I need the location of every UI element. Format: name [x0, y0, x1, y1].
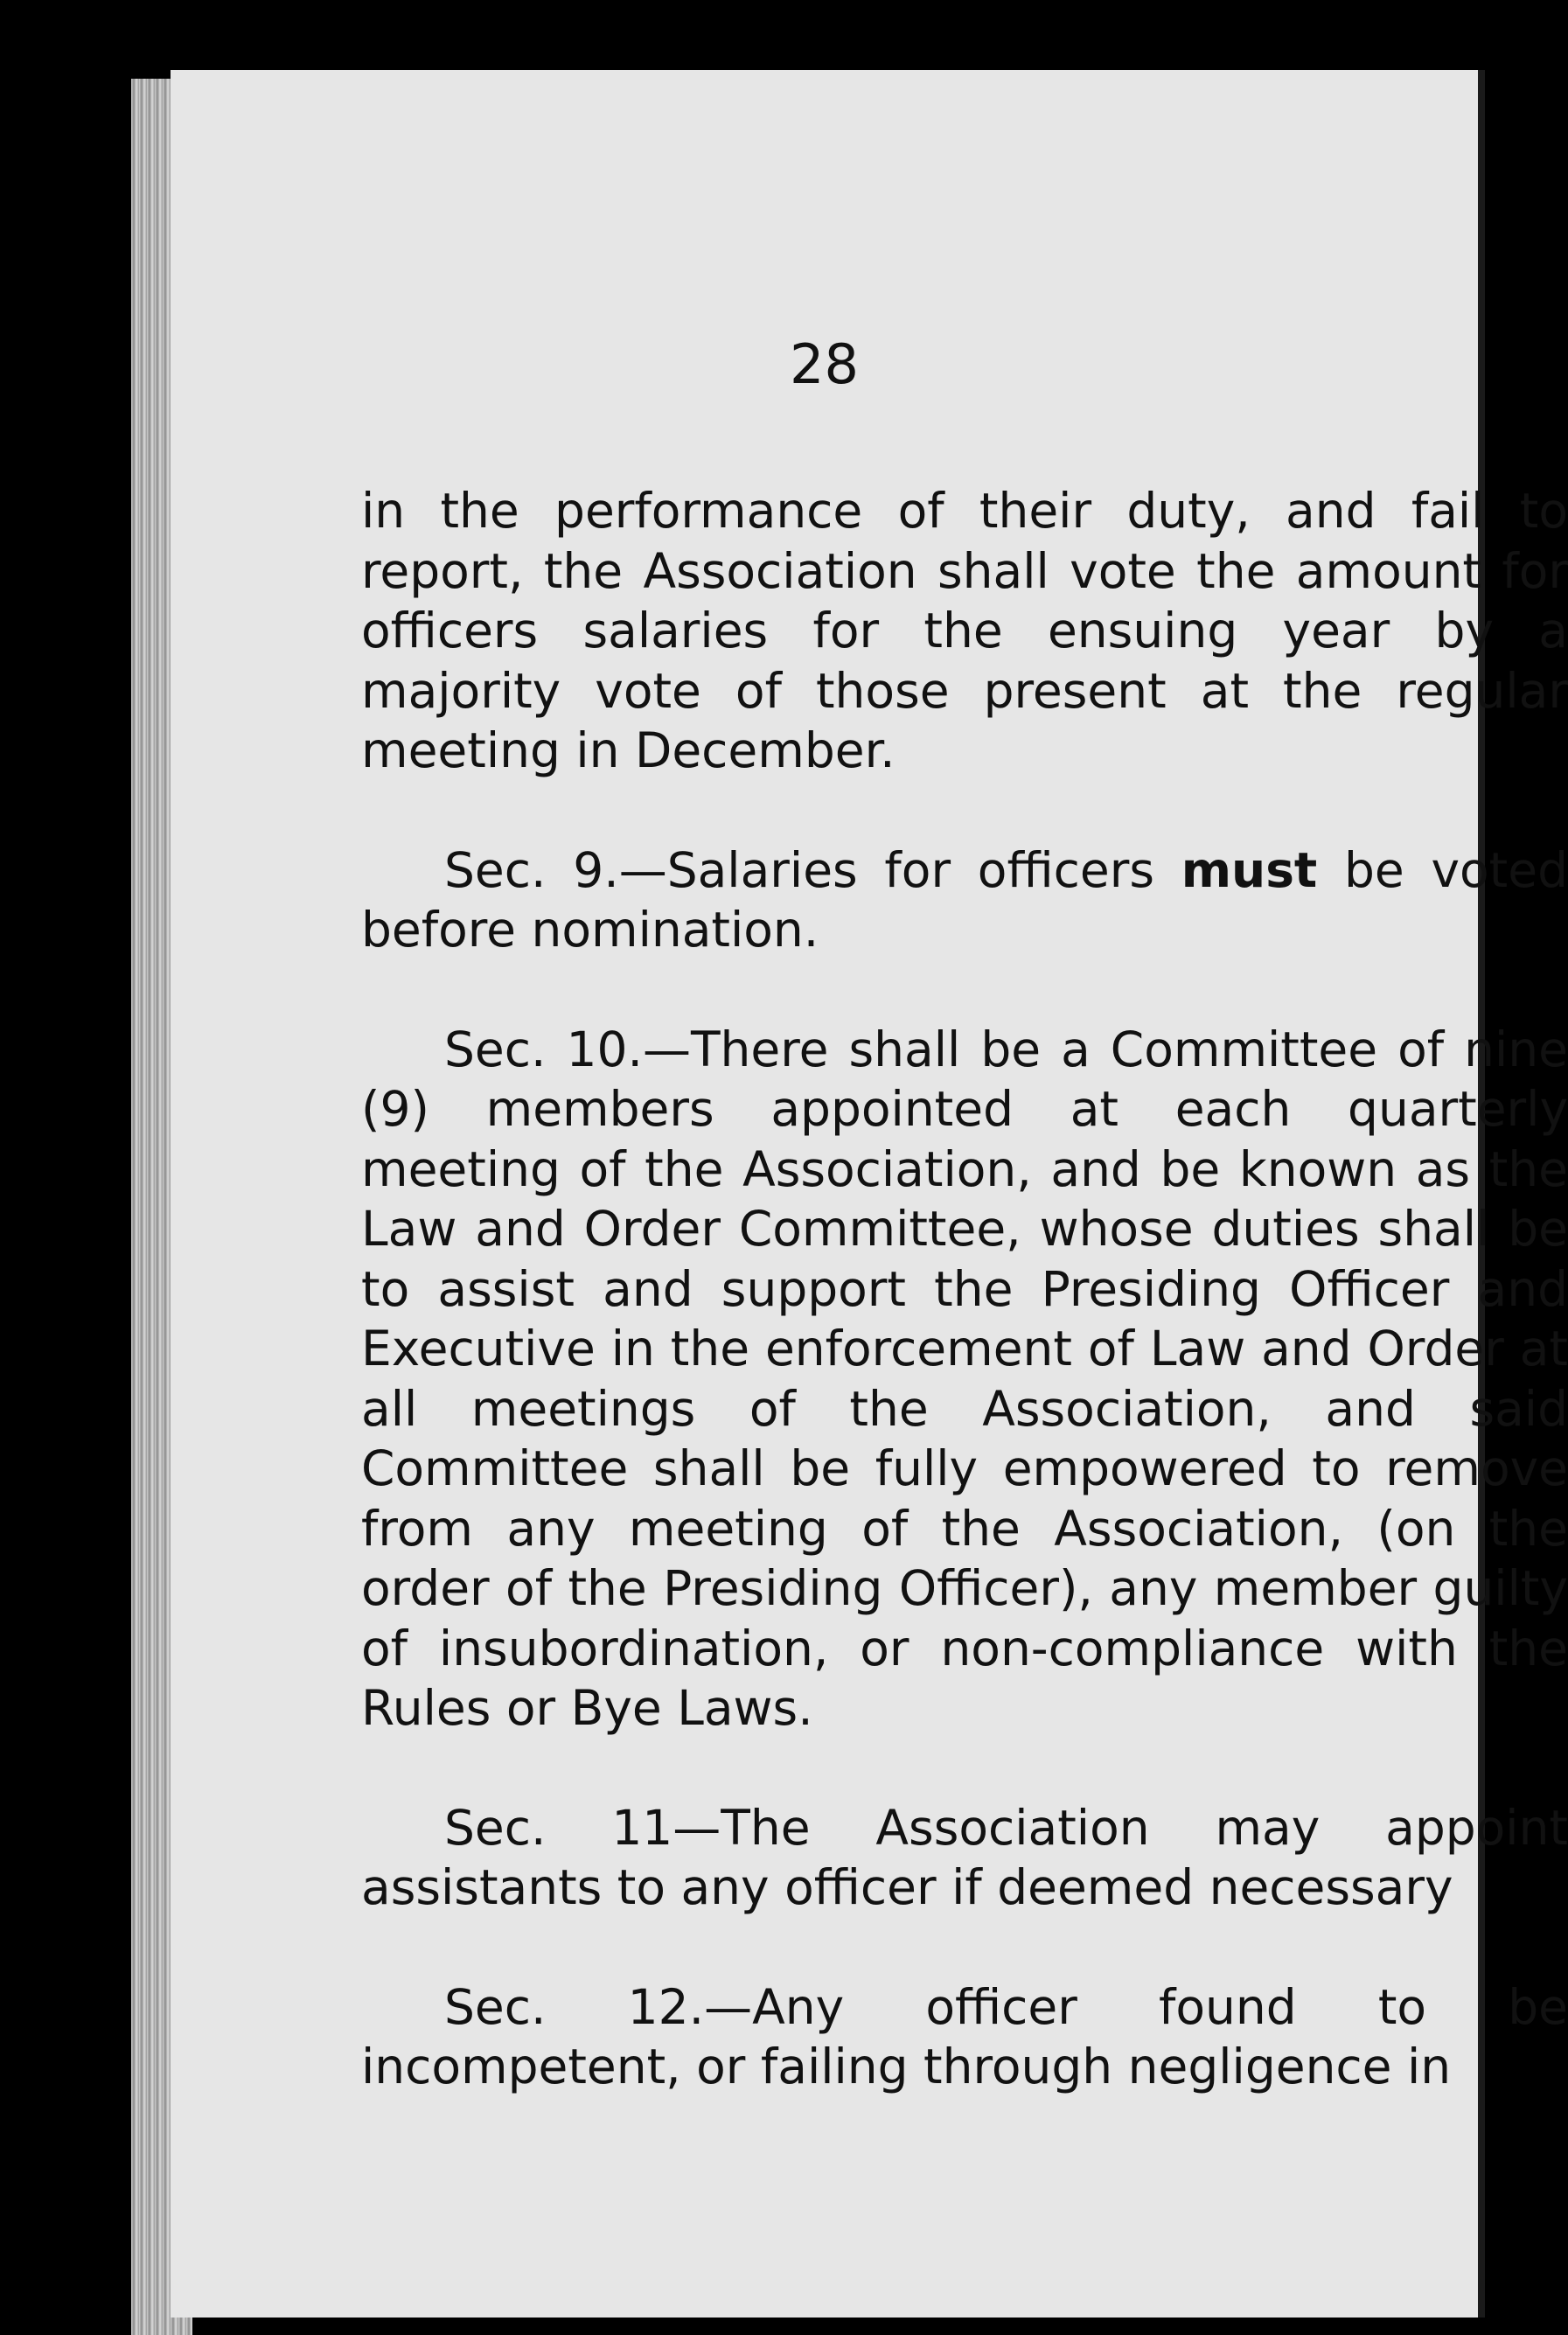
paragraph-sec-12: Sec. 12.—Any officer found to be incompetent, or failing through negligence in: [361, 1978, 1568, 2095]
sec-9-text-end: be voted before nomination.: [361, 841, 1568, 958]
sec-9-emphasis: must: [1181, 841, 1318, 898]
paragraph-continuation: in the performance of their duty, and fail to report, the Association shall vote the amount for officers salaries for the ensuing year by a majority vote of those present at the regular meeting in December.: [361, 483, 1568, 778]
body-text: [361, 481, 1568, 2097]
sec-9-text-start: Sec. 9.—Salaries for officers: [444, 841, 1181, 898]
paragraph-sec-11: Sec. 11—The Association may appoint assistants to any officer if deemed necessary: [361, 1799, 1568, 1915]
paragraph-sec-9: [361, 840, 1568, 960]
book-page: [171, 70, 1568, 2318]
page-number: 28: [790, 332, 859, 396]
paragraph-sec-10: Sec. 10.—There shall be a Committee of nine (9) members appointed at each quarterly meeting of the Association, and be known as the Law and Order Committee, whose duties shall be to assist and support the Presiding Officer and Executive in the enforcement of Law and Order at all meetings of the Association, and said Committee shall be fully empowered to remove from any meeting of the Association, (on the order of the Presiding Officer), any member guilty of insubordination, or non-compliance with the Rules or Bye Laws.: [361, 1021, 1568, 1736]
